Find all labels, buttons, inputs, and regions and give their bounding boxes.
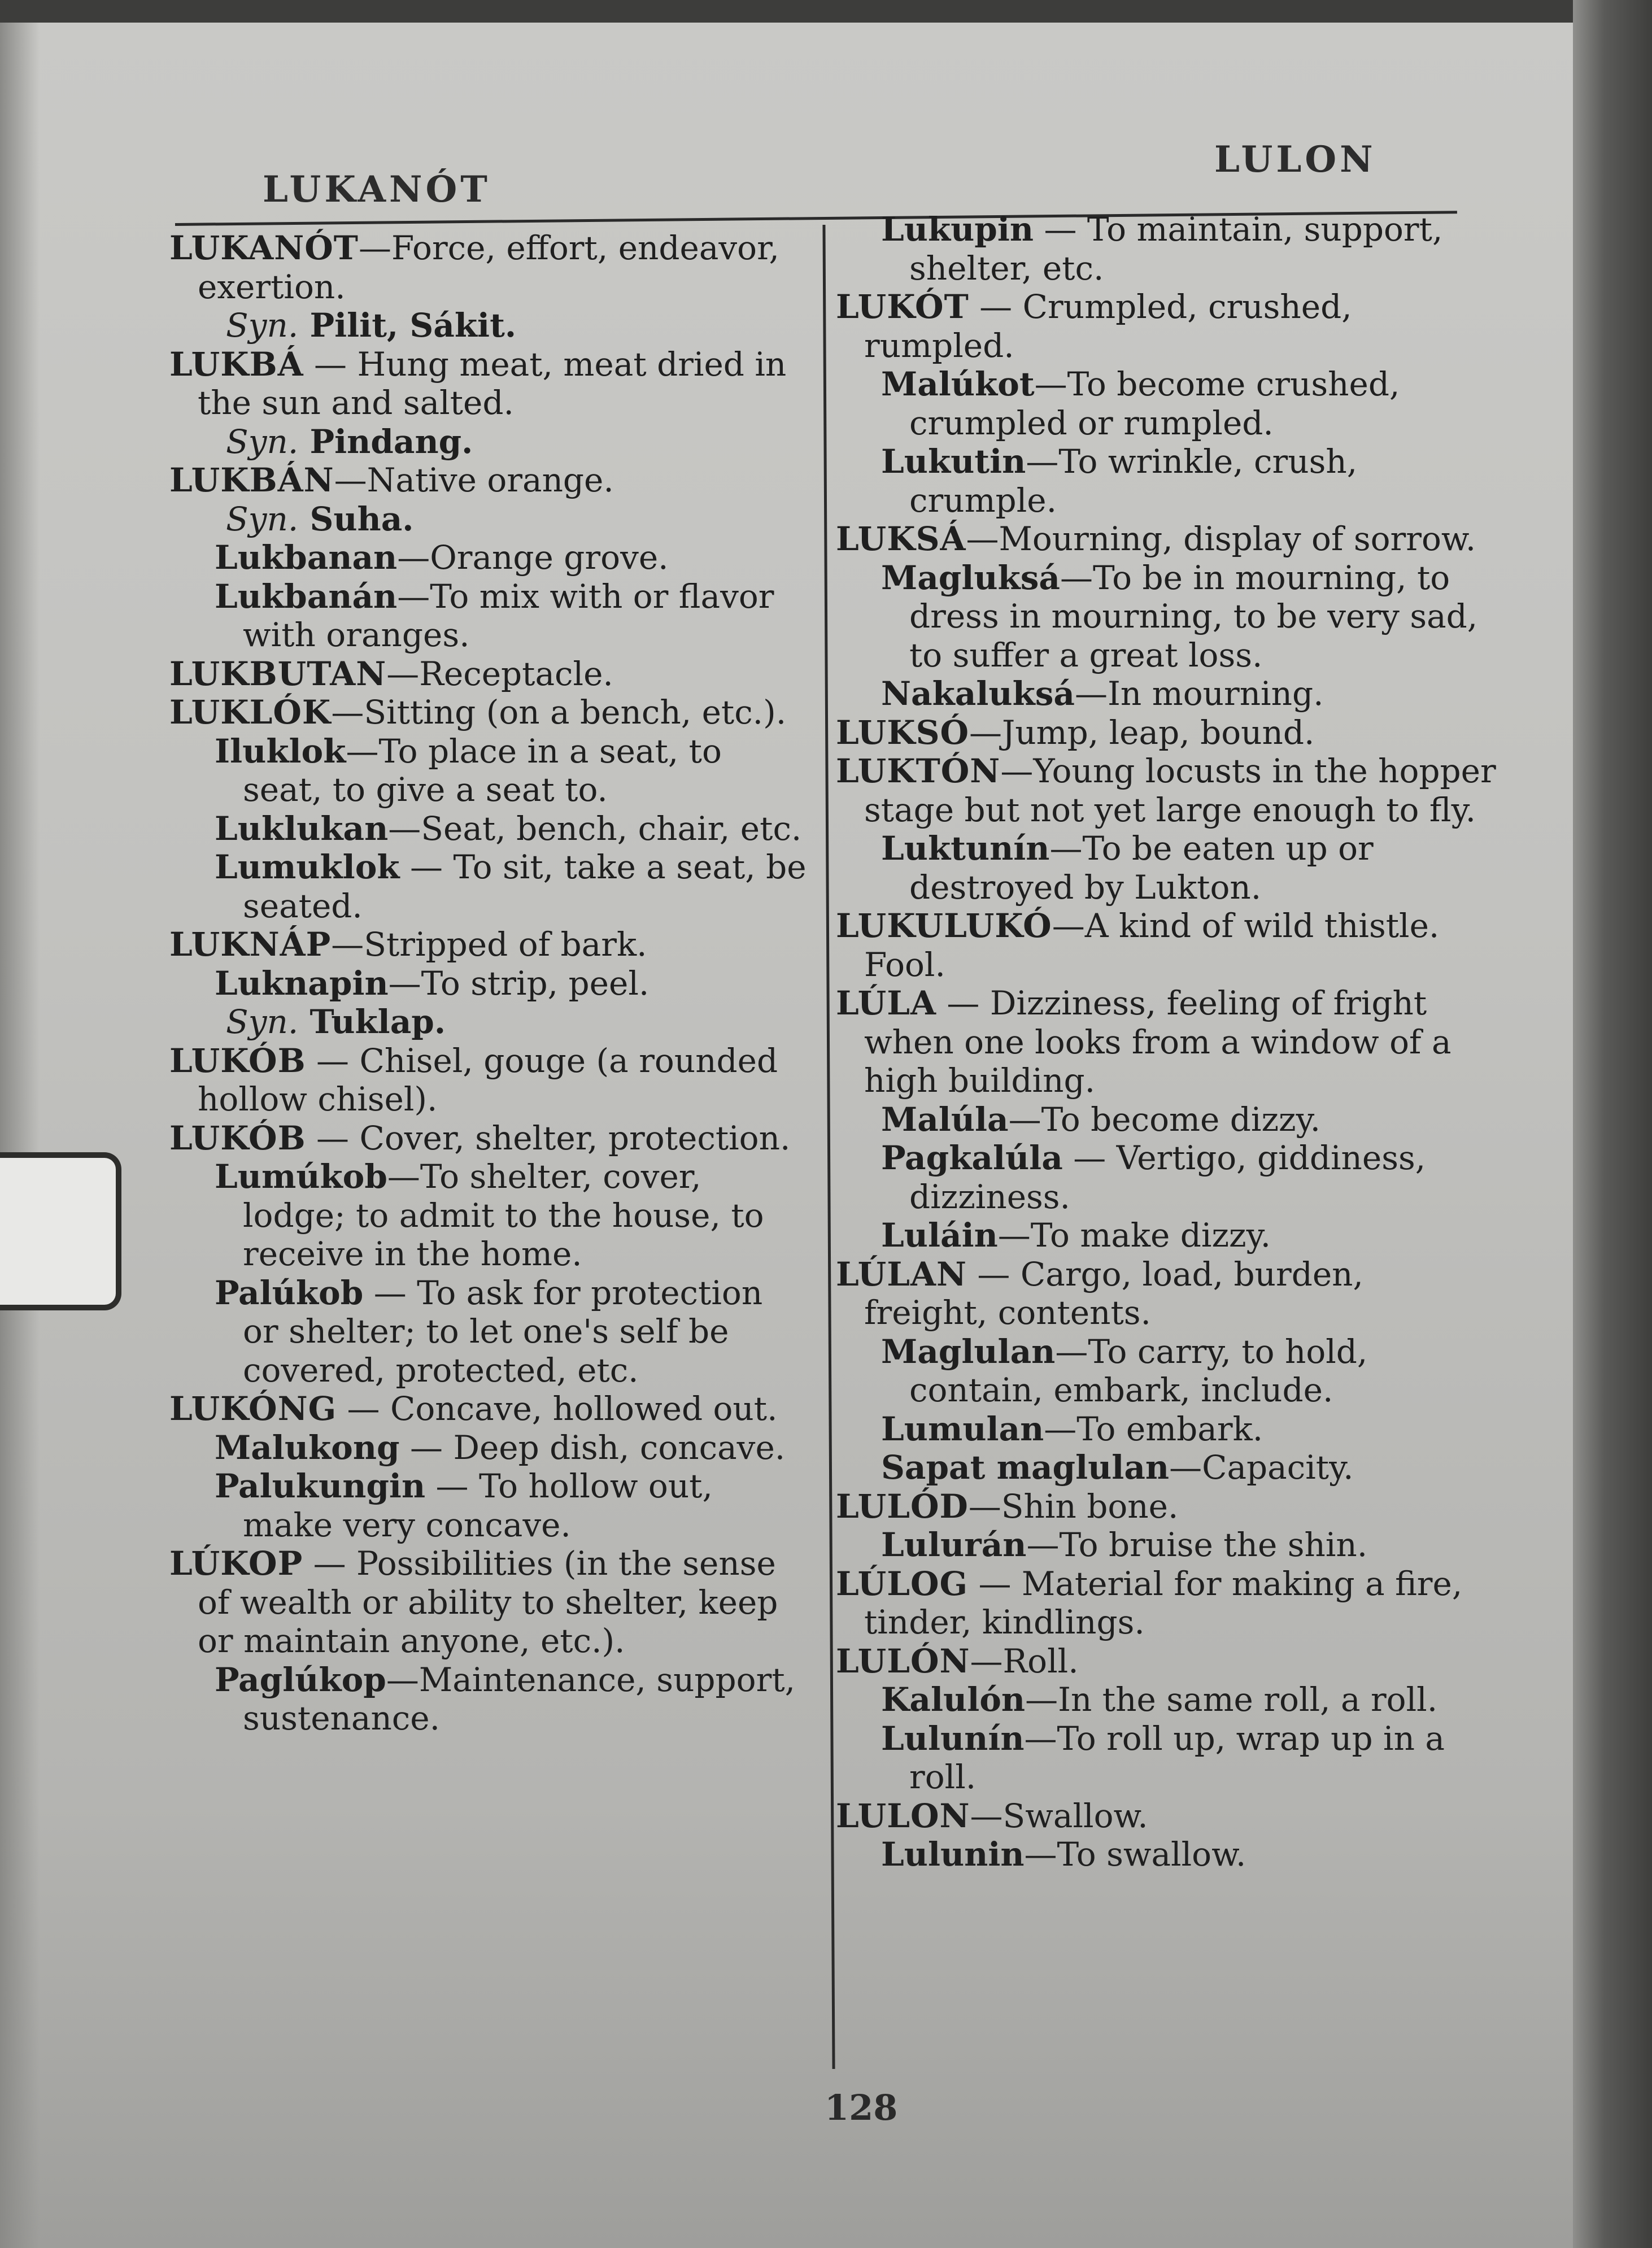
definition: —To make dizzy. — [997, 1216, 1271, 1254]
synonym-words: Pindang. — [298, 422, 473, 461]
definition: — Chisel, gouge (a rounded hollow chisel). — [198, 1041, 778, 1118]
definition: —To bruise the shin. — [1026, 1526, 1368, 1564]
right-column — [836, 210, 1497, 1874]
dictionary-entry — [836, 1565, 1497, 1642]
headword: LUKSÁ — [836, 520, 966, 558]
sub-entry — [169, 1428, 808, 1467]
sub-entry — [169, 964, 808, 1003]
sub-headword: Palukungin — [215, 1467, 426, 1505]
definition: — Possibilities (in the sense of wealth or ability to shelter, keep or maintain anyone, etc.). — [198, 1544, 778, 1660]
synonym-label: Syn. — [226, 306, 299, 345]
headword: LUKANÓT — [169, 229, 359, 267]
sub-headword: Malukong — [215, 1428, 400, 1467]
sub-entry — [836, 1526, 1497, 1565]
definition: —Roll. — [970, 1641, 1079, 1680]
headword: LUKBÁN — [169, 461, 334, 499]
synonym-words: Suha. — [298, 499, 414, 538]
definition: —Receptacle. — [386, 654, 613, 693]
sub-entry — [836, 1100, 1497, 1139]
headword: LUKBÁ — [169, 345, 304, 384]
dictionary-entry — [169, 1119, 808, 1158]
dictionary-entry — [836, 713, 1497, 752]
synonym-label: Syn. — [226, 1003, 299, 1041]
dictionary-entry — [169, 1042, 808, 1119]
sub-headword: Iluklok — [215, 731, 346, 770]
synonym-line — [169, 1003, 808, 1042]
headword: LUKBUTAN — [169, 654, 387, 693]
definition: — Crumpled, crushed, rumpled. — [864, 287, 1352, 365]
synonym-label: Syn. — [226, 422, 299, 461]
definition: — Vertigo, giddiness, dizziness. — [909, 1139, 1426, 1216]
sub-headword: Lulurán — [881, 1526, 1027, 1564]
headword: LUKULUKÓ — [836, 907, 1052, 945]
definition: —To strip, peel. — [388, 964, 650, 1003]
sub-headword: Pagkalúla — [881, 1139, 1063, 1177]
headword: LUKÓT — [836, 287, 969, 326]
headword: LULON — [836, 1796, 970, 1835]
definition: —Sitting (on a bench, etc.). — [331, 693, 787, 731]
dictionary-entry — [836, 752, 1497, 829]
left-column — [169, 229, 808, 1738]
definition: —To shelter, cover, lodge; to admit to the house, to receive in the home. — [243, 1157, 764, 1273]
page-tab-marker — [0, 1152, 121, 1310]
sub-headword: Lumulan — [881, 1409, 1044, 1448]
definition: —To mix with or flavor with oranges. — [243, 577, 774, 654]
definition: —Young locusts in the hopper stage but not yet large enough to fly. — [864, 752, 1496, 829]
definition: — Material for making a fire, tinder, kindlings. — [864, 1564, 1463, 1641]
definition: —To become crushed, crumpled or rumpled. — [909, 365, 1400, 442]
definition: — Cargo, load, burden, freight, contents. — [864, 1254, 1363, 1332]
sub-entry — [836, 1216, 1497, 1255]
sub-headword: Malúla — [881, 1100, 1009, 1139]
dictionary-entry — [169, 655, 808, 694]
sub-headword: Lulunín — [881, 1719, 1025, 1758]
definition: —To wrinkle, crush, crumple. — [909, 442, 1358, 520]
definition: —Capacity. — [1169, 1448, 1354, 1487]
running-head-left: LUKANÓT — [263, 168, 491, 211]
sub-entry — [836, 559, 1497, 675]
dictionary-entry — [836, 287, 1497, 365]
headword: LÚLA — [836, 984, 936, 1022]
definition: — Dizziness, feeling of fright when one looks from a window of a high building. — [864, 984, 1452, 1100]
definition: — To maintain, support, shelter, etc. — [909, 210, 1443, 287]
definition: —To place in a seat, to seat, to give a seat to. — [243, 731, 722, 809]
definition: —In the same roll, a roll. — [1025, 1680, 1438, 1719]
sub-entry — [169, 1467, 808, 1544]
sub-entry — [836, 365, 1497, 442]
sub-entry — [836, 1719, 1497, 1797]
sub-headword: Luknapin — [215, 964, 389, 1003]
definition: —To become dizzy. — [1008, 1100, 1321, 1139]
sub-entry — [169, 809, 808, 848]
page-number: 128 — [825, 2087, 898, 2128]
definition: — Deep dish, concave. — [399, 1428, 786, 1467]
definition: —To swallow. — [1024, 1835, 1246, 1874]
definition: —Maintenance, support, sustenance. — [243, 1660, 796, 1737]
sub-headword: Nakaluksá — [881, 674, 1075, 713]
definition: —Mourning, display of sorrow. — [966, 520, 1476, 558]
dictionary-entry — [836, 520, 1497, 559]
headword: LÚLOG — [836, 1564, 969, 1603]
sub-entry — [836, 1835, 1497, 1874]
definition: —Stripped of bark. — [331, 925, 647, 964]
definition: —Native orange. — [334, 461, 614, 499]
sub-headword: Magluksá — [881, 558, 1060, 597]
sub-entry — [169, 538, 808, 577]
sub-headword: Lukbanán — [215, 577, 398, 616]
dictionary-entry — [169, 461, 808, 500]
synonym-line — [169, 306, 808, 345]
sub-entry — [169, 732, 808, 809]
synonym-label: Syn. — [226, 499, 299, 538]
sub-headword: Kalulón — [881, 1680, 1026, 1719]
definition: —Shin bone. — [968, 1487, 1179, 1526]
sub-headword: Lulunin — [881, 1835, 1025, 1874]
dictionary-entry — [169, 1544, 808, 1661]
sub-entry — [169, 1274, 808, 1390]
sub-headword: Lukupin — [881, 210, 1034, 249]
definition: —To be in mourning, to dress in mourning, to be very sad, to suffer a great loss. — [909, 558, 1478, 674]
running-head-right: LULON — [1214, 138, 1376, 181]
definition: —Swallow. — [970, 1796, 1148, 1835]
sub-entry — [836, 829, 1497, 907]
dictionary-entry — [836, 907, 1497, 984]
dictionary-entry — [169, 1389, 808, 1428]
dictionary-entry — [169, 229, 808, 306]
synonym-line — [169, 422, 808, 461]
sub-headword: Malúkot — [881, 365, 1035, 403]
headword: LUKSÓ — [836, 713, 970, 752]
sub-headword: Palúkob — [215, 1273, 364, 1312]
dictionary-entry — [836, 1642, 1497, 1681]
sub-headword: Luláin — [881, 1216, 998, 1254]
sub-entry — [836, 1139, 1497, 1216]
sub-entry — [836, 1680, 1497, 1719]
sub-entry — [836, 210, 1497, 287]
headword: LUKÓNG — [169, 1389, 337, 1428]
synonym-line — [169, 500, 808, 539]
definition: — To sit, take a seat, be seated. — [243, 848, 807, 925]
sub-entry — [836, 674, 1497, 713]
definition: —To be eaten up or destroyed by Lukton. — [909, 829, 1374, 907]
sub-entry — [169, 1157, 808, 1274]
definition: —To embark. — [1044, 1409, 1263, 1448]
definition: — Hung meat, meat dried in the sun and salted. — [198, 345, 787, 422]
dictionary-entry — [169, 693, 808, 732]
definition: —To roll up, wrap up in a roll. — [909, 1719, 1445, 1796]
definition: — Concave, hollowed out. — [337, 1389, 778, 1428]
sub-headword: Luktunín — [881, 829, 1050, 868]
dictionary-entry — [836, 1255, 1497, 1332]
headword: LUKÓB — [169, 1118, 306, 1157]
sub-entry — [836, 1448, 1497, 1487]
sub-headword: Lumuklok — [215, 848, 400, 886]
sub-headword: Lumúkob — [215, 1157, 387, 1196]
headword: LÚLAN — [836, 1254, 967, 1293]
dictionary-entry — [836, 984, 1497, 1100]
headword: LÚKOP — [169, 1544, 303, 1583]
headword: LUKLÓK — [169, 693, 332, 731]
definition: —In mourning. — [1075, 674, 1324, 713]
headword: LUKÓB — [169, 1041, 306, 1080]
sub-headword: Lukbanan — [215, 538, 398, 577]
definition: — Cover, shelter, protection. — [306, 1118, 791, 1157]
sub-entry — [836, 1410, 1497, 1449]
sub-entry — [169, 1661, 808, 1738]
definition: —Seat, bench, chair, etc. — [388, 809, 802, 848]
sub-headword: Lukutin — [881, 442, 1026, 481]
definition: — To ask for protection or shelter; to let one's self be covered, protected, etc. — [243, 1273, 763, 1389]
sub-entry — [836, 1332, 1497, 1410]
synonym-words: Pilit, Sákit. — [298, 306, 517, 345]
headword: LUKNÁP — [169, 925, 332, 964]
definition: —A kind of wild thistle. Fool. — [864, 907, 1440, 984]
sub-headword: Paglúkop — [215, 1660, 386, 1699]
definition: —Jump, leap, bound. — [969, 713, 1315, 752]
sub-entry — [169, 848, 808, 925]
dictionary-entry — [836, 1487, 1497, 1526]
definition: — To hollow out, make very concave. — [243, 1467, 713, 1544]
definition: —To carry, to hold, contain, embark, include. — [909, 1332, 1368, 1409]
definition: —Orange grove. — [397, 538, 669, 577]
sub-headword: Sapat maglulan — [881, 1448, 1170, 1487]
dictionary-entry — [169, 345, 808, 422]
scan-border-right — [1573, 0, 1652, 2248]
sub-headword: Luklukan — [215, 809, 389, 848]
headword: LUKTÓN — [836, 752, 1001, 790]
page-gutter-shadow — [0, 23, 40, 2248]
headword: LULÓD — [836, 1487, 969, 1526]
sub-entry — [169, 577, 808, 655]
definition: —Force, effort, endeavor, exertion. — [198, 229, 779, 306]
dictionary-entry — [836, 1797, 1497, 1836]
dictionary-entry — [169, 925, 808, 964]
synonym-words: Tuklap. — [298, 1003, 446, 1041]
sub-headword: Maglulan — [881, 1332, 1056, 1371]
sub-entry — [836, 442, 1497, 520]
headword: LULÓN — [836, 1641, 970, 1680]
